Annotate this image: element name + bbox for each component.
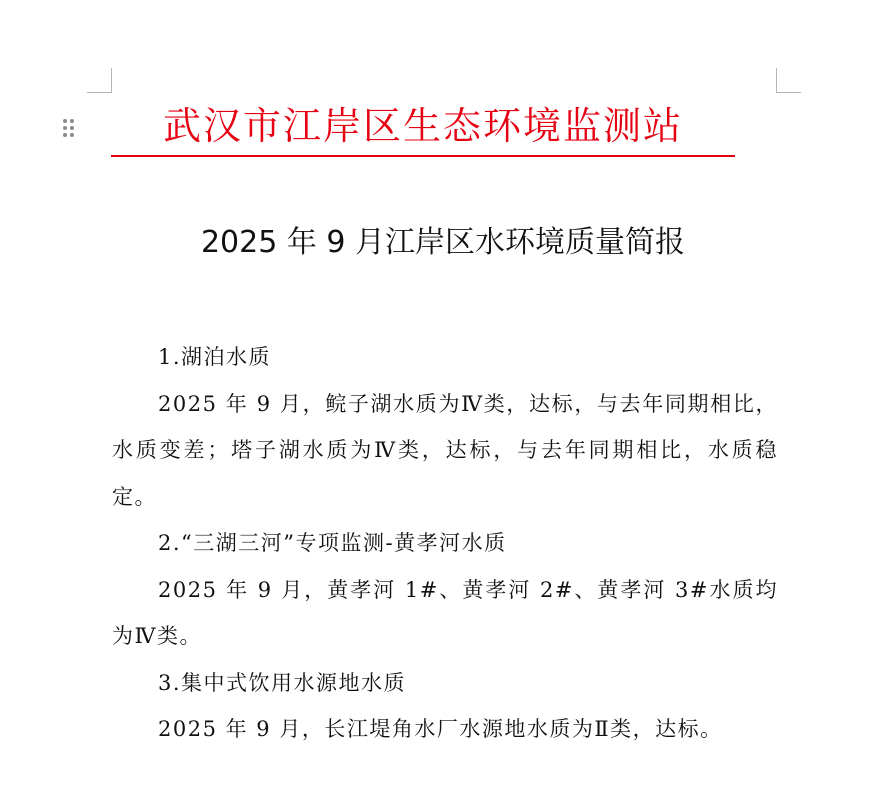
page-corner-mark-top-left [87, 68, 112, 93]
report-title: 2025 年 9 月江岸区水环境质量简报 [200, 225, 686, 260]
paragraph-huangxiao-river: 2025 年 9 月，黄孝河 1#、黄孝河 2#、黄孝河 3#水质均为Ⅳ类。 [112, 577, 778, 648]
org-header-title: 武汉市江岸区生态环境监测站 [162, 104, 683, 148]
section-heading-huangxiao-river: 2.“三湖三河”专项监测-黄孝河水质 [158, 531, 507, 555]
report-body [112, 334, 778, 753]
section-heading-drinking-water: 3.集中式饮用水源地水质 [158, 670, 407, 695]
paragraph-lakes: 2025 年 9 月，鲩子湖水质为Ⅳ类，达标，与去年同期相比，水质变差；塔子湖水质为Ⅳ类，达标，与去年同期相比，水质稳定。 [112, 391, 778, 509]
drag-handle-icon[interactable] [62, 118, 76, 138]
page-corner-mark-top-right [776, 68, 801, 93]
paragraph-drinking-water: 2025 年 9 月，长江堤角水厂水源地水质为Ⅱ类，达标。 [158, 717, 723, 741]
red-header-rule [111, 155, 735, 157]
section-heading-lakes: 1.湖泊水质 [158, 345, 272, 369]
